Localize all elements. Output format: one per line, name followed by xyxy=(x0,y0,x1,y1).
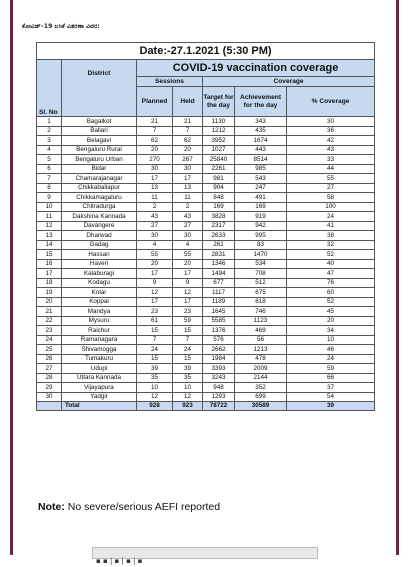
total-label: Total xyxy=(62,402,137,411)
cell-target: 2831 xyxy=(203,250,235,260)
cell-district: Yadgir xyxy=(62,392,137,402)
cell-slno: 15 xyxy=(37,250,62,260)
cell-pct: 47 xyxy=(287,269,375,279)
cell-district: Ramanagara xyxy=(62,335,137,345)
cell-planned: 12 xyxy=(137,392,173,402)
table-row xyxy=(37,373,375,383)
cell-slno: 25 xyxy=(37,345,62,355)
cell-slno: 7 xyxy=(37,174,62,184)
cell-target: 1645 xyxy=(203,307,235,317)
table-row xyxy=(37,231,375,241)
cell-pct: 46 xyxy=(287,345,375,355)
cell-district: Kodagu xyxy=(62,278,137,288)
total-achievement: 30589 xyxy=(235,402,287,411)
cell-planned: 43 xyxy=(137,212,173,222)
cell-pct: 59 xyxy=(287,364,375,374)
cell-held: 10 xyxy=(173,383,203,393)
cell-held: 12 xyxy=(173,392,203,402)
cell-planned: 20 xyxy=(137,259,173,269)
cell-pct: 44 xyxy=(287,164,375,174)
cell-held: 23 xyxy=(173,307,203,317)
cell-pct: 34 xyxy=(287,326,375,336)
table-row xyxy=(37,240,375,250)
cell-achievement: 343 xyxy=(235,117,287,127)
cell-pct: 52 xyxy=(287,250,375,260)
cell-held: 12 xyxy=(173,288,203,298)
table-body xyxy=(37,117,375,402)
cell-target: 3243 xyxy=(203,373,235,383)
cell-slno: 1 xyxy=(37,117,62,127)
date-title: Date:-27.1.2021 (5:30 PM) xyxy=(37,43,375,60)
cell-slno: 8 xyxy=(37,183,62,193)
cell-slno: 22 xyxy=(37,316,62,326)
cell-achievement: 512 xyxy=(235,278,287,288)
cell-slno: 28 xyxy=(37,373,62,383)
cell-district: Haveri xyxy=(62,259,137,269)
cell-slno: 12 xyxy=(37,221,62,231)
kannada-heading: ಕೋವಿಡ್‌–19 ಲಸಿಕೆ ವಿತರಣಾ ವಿವರ: xyxy=(22,23,100,30)
slno-header: Sl. No xyxy=(37,60,62,117)
table-row xyxy=(37,354,375,364)
cell-held: 267 xyxy=(173,155,203,165)
cell-slno: 2 xyxy=(37,126,62,136)
cell-achievement: 2009 xyxy=(235,364,287,374)
cell-target: 3828 xyxy=(203,212,235,222)
cell-achievement: 708 xyxy=(235,269,287,279)
footer-image-strip xyxy=(92,547,318,565)
cell-pct: 32 xyxy=(287,240,375,250)
cell-pct: 24 xyxy=(287,212,375,222)
table-row xyxy=(37,383,375,393)
cell-target: 2633 xyxy=(203,231,235,241)
cell-planned: 61 xyxy=(137,316,173,326)
cell-held: 62 xyxy=(173,136,203,146)
cell-target: 3952 xyxy=(203,136,235,146)
cell-planned: 11 xyxy=(137,193,173,203)
cell-held: 39 xyxy=(173,364,203,374)
target-header: Target for the day xyxy=(203,87,235,117)
cell-target: 261 xyxy=(203,240,235,250)
cell-pct: 45 xyxy=(287,307,375,317)
cell-target: 1117 xyxy=(203,288,235,298)
table-row xyxy=(37,193,375,203)
cell-pct: 60 xyxy=(287,288,375,298)
cell-planned: 2 xyxy=(137,202,173,212)
cell-district: Uttara Kannada xyxy=(62,373,137,383)
cell-pct: 66 xyxy=(287,373,375,383)
cell-district: Chikkaballapur xyxy=(62,183,137,193)
cell-slno: 13 xyxy=(37,231,62,241)
cell-pct: 10 xyxy=(287,335,375,345)
note-text: No severe/serious AEFI reported xyxy=(64,501,221,513)
cell-held: 15 xyxy=(173,354,203,364)
achievement-header: Achievement for the day xyxy=(235,87,287,117)
cell-district: Chitradurga xyxy=(62,202,137,212)
cell-pct: 55 xyxy=(287,174,375,184)
cell-held: 20 xyxy=(173,259,203,269)
cell-target: 1346 xyxy=(203,259,235,269)
cell-target: 848 xyxy=(203,193,235,203)
table-row xyxy=(37,297,375,307)
cell-held: 17 xyxy=(173,269,203,279)
sessions-header: Sessions xyxy=(137,77,203,87)
cell-achievement: 618 xyxy=(235,297,287,307)
table-row xyxy=(37,392,375,402)
cell-pct: 43 xyxy=(287,145,375,155)
cell-pct: 33 xyxy=(287,155,375,165)
cell-district: Ballari xyxy=(62,126,137,136)
cell-planned: 23 xyxy=(137,307,173,317)
cell-target: 5585 xyxy=(203,316,235,326)
table-row xyxy=(37,221,375,231)
cell-slno: 9 xyxy=(37,193,62,203)
district-header: District xyxy=(62,60,137,117)
cell-planned: 17 xyxy=(137,297,173,307)
cell-target: 904 xyxy=(203,183,235,193)
coverage-header: Coverage xyxy=(203,77,375,87)
cell-held: 7 xyxy=(173,335,203,345)
cell-planned: 12 xyxy=(137,288,173,298)
cell-target: 677 xyxy=(203,278,235,288)
table-row xyxy=(37,174,375,184)
cell-pct: 20 xyxy=(287,316,375,326)
cell-held: 43 xyxy=(173,212,203,222)
cell-pct: 41 xyxy=(287,221,375,231)
cell-district: Bidar xyxy=(62,164,137,174)
cell-planned: 30 xyxy=(137,164,173,174)
cell-achievement: 2144 xyxy=(235,373,287,383)
cell-target: 3393 xyxy=(203,364,235,374)
cell-achievement: 478 xyxy=(235,354,287,364)
cell-pct: 36 xyxy=(287,126,375,136)
cell-planned: 21 xyxy=(137,117,173,127)
cell-held: 9 xyxy=(173,278,203,288)
cell-planned: 17 xyxy=(137,174,173,184)
cell-planned: 62 xyxy=(137,136,173,146)
table-row xyxy=(37,316,375,326)
cell-district: Chikkamagaluru xyxy=(62,193,137,203)
cell-target: 169 xyxy=(203,202,235,212)
cell-achievement: 443 xyxy=(235,145,287,155)
cell-achievement: 942 xyxy=(235,221,287,231)
cell-district: Gadag xyxy=(62,240,137,250)
cell-pct: 30 xyxy=(287,117,375,127)
cell-target: 1494 xyxy=(203,269,235,279)
cell-target: 2317 xyxy=(203,221,235,231)
total-held: 923 xyxy=(173,402,203,411)
table-row xyxy=(37,335,375,345)
cell-achievement: 919 xyxy=(235,212,287,222)
total-slno xyxy=(37,402,62,411)
cell-district: Chamarajanagar xyxy=(62,174,137,184)
vaccination-table xyxy=(36,42,375,411)
table-row xyxy=(37,307,375,317)
cell-planned: 15 xyxy=(137,326,173,336)
cell-held: 17 xyxy=(173,297,203,307)
coverage-title: COVID-19 vaccination coverage xyxy=(137,60,375,77)
cell-achievement: 247 xyxy=(235,183,287,193)
cell-held: 17 xyxy=(173,174,203,184)
cell-slno: 16 xyxy=(37,259,62,269)
cell-held: 30 xyxy=(173,164,203,174)
cell-pct: 76 xyxy=(287,278,375,288)
cell-district: Mysuru xyxy=(62,316,137,326)
total-pct: 39 xyxy=(287,402,375,411)
cell-target: 2261 xyxy=(203,164,235,174)
pct-coverage-header: % Coverage xyxy=(287,87,375,117)
cell-achievement: 491 xyxy=(235,193,287,203)
page-border-left xyxy=(10,0,13,555)
cell-slno: 14 xyxy=(37,240,62,250)
cell-district: Udupi xyxy=(62,364,137,374)
cell-achievement: 543 xyxy=(235,174,287,184)
cell-achievement: 1123 xyxy=(235,316,287,326)
table-row xyxy=(37,278,375,288)
page-border-right xyxy=(396,0,399,555)
cell-achievement: 8514 xyxy=(235,155,287,165)
table-row xyxy=(37,183,375,193)
cell-held: 35 xyxy=(173,373,203,383)
cell-slno: 18 xyxy=(37,278,62,288)
table-row xyxy=(37,202,375,212)
cell-slno: 23 xyxy=(37,326,62,336)
total-row xyxy=(37,402,375,411)
cell-achievement: 995 xyxy=(235,231,287,241)
table-row xyxy=(37,212,375,222)
table-row xyxy=(37,345,375,355)
cell-held: 20 xyxy=(173,145,203,155)
total-target: 78722 xyxy=(203,402,235,411)
table-row xyxy=(37,250,375,260)
note xyxy=(38,501,220,513)
cell-held: 13 xyxy=(173,183,203,193)
cell-achievement: 746 xyxy=(235,307,287,317)
cell-achievement: 534 xyxy=(235,259,287,269)
cell-achievement: 56 xyxy=(235,335,287,345)
cell-target: 25840 xyxy=(203,155,235,165)
cell-slno: 30 xyxy=(37,392,62,402)
cell-target: 948 xyxy=(203,383,235,393)
cell-target: 1189 xyxy=(203,297,235,307)
cell-district: Davangere xyxy=(62,221,137,231)
table-row xyxy=(37,117,375,127)
cell-slno: 5 xyxy=(37,155,62,165)
cell-slno: 6 xyxy=(37,164,62,174)
table-row xyxy=(37,126,375,136)
cell-district: Tumakuru xyxy=(62,354,137,364)
cell-target: 1293 xyxy=(203,392,235,402)
planned-header: Planned xyxy=(137,87,173,117)
cell-slno: 10 xyxy=(37,202,62,212)
cell-slno: 29 xyxy=(37,383,62,393)
footer-glyph-icon: ▪ ▪ | ▪ | ▪ | ▪ xyxy=(96,557,143,565)
cell-held: 7 xyxy=(173,126,203,136)
cell-pct: 58 xyxy=(287,193,375,203)
cell-achievement: 985 xyxy=(235,164,287,174)
cell-achievement: 83 xyxy=(235,240,287,250)
cell-pct: 52 xyxy=(287,297,375,307)
cell-held: 30 xyxy=(173,231,203,241)
cell-district: Belagavi xyxy=(62,136,137,146)
cell-held: 4 xyxy=(173,240,203,250)
cell-planned: 10 xyxy=(137,383,173,393)
total-planned: 928 xyxy=(137,402,173,411)
cell-planned: 17 xyxy=(137,269,173,279)
cell-district: Bengaluru Urban xyxy=(62,155,137,165)
cell-held: 11 xyxy=(173,193,203,203)
cell-pct: 40 xyxy=(287,259,375,269)
cell-district: Bengaluru Rural xyxy=(62,145,137,155)
cell-slno: 27 xyxy=(37,364,62,374)
cell-district: Dharwad xyxy=(62,231,137,241)
cell-slno: 4 xyxy=(37,145,62,155)
cell-held: 59 xyxy=(173,316,203,326)
cell-pct: 27 xyxy=(287,183,375,193)
cell-planned: 27 xyxy=(137,221,173,231)
cell-slno: 17 xyxy=(37,269,62,279)
cell-held: 2 xyxy=(173,202,203,212)
cell-district: Shivamogga xyxy=(62,345,137,355)
held-header: Held xyxy=(173,87,203,117)
cell-pct: 37 xyxy=(287,383,375,393)
table-row xyxy=(37,259,375,269)
cell-planned: 7 xyxy=(137,126,173,136)
cell-planned: 7 xyxy=(137,335,173,345)
cell-target: 1027 xyxy=(203,145,235,155)
cell-target: 2662 xyxy=(203,345,235,355)
cell-held: 55 xyxy=(173,250,203,260)
cell-district: Hassan xyxy=(62,250,137,260)
cell-district: Koppal xyxy=(62,297,137,307)
cell-target: 1376 xyxy=(203,326,235,336)
cell-planned: 55 xyxy=(137,250,173,260)
cell-planned: 13 xyxy=(137,183,173,193)
cell-planned: 9 xyxy=(137,278,173,288)
cell-achievement: 1470 xyxy=(235,250,287,260)
cell-target: 1984 xyxy=(203,354,235,364)
table-row xyxy=(37,326,375,336)
cell-planned: 35 xyxy=(137,373,173,383)
vaccination-table-container xyxy=(36,42,374,411)
table-row xyxy=(37,269,375,279)
cell-achievement: 699 xyxy=(235,392,287,402)
cell-district: Dakshina Kannada xyxy=(62,212,137,222)
cell-pct: 38 xyxy=(287,231,375,241)
cell-target: 1212 xyxy=(203,126,235,136)
cell-district: Raichur xyxy=(62,326,137,336)
cell-slno: 19 xyxy=(37,288,62,298)
table-row xyxy=(37,155,375,165)
cell-achievement: 435 xyxy=(235,126,287,136)
note-label: Note: xyxy=(38,501,65,513)
table-row xyxy=(37,136,375,146)
table-row xyxy=(37,145,375,155)
cell-slno: 21 xyxy=(37,307,62,317)
cell-district: Kolar xyxy=(62,288,137,298)
table-row xyxy=(37,288,375,298)
cell-target: 981 xyxy=(203,174,235,184)
cell-held: 21 xyxy=(173,117,203,127)
cell-achievement: 469 xyxy=(235,326,287,336)
cell-planned: 270 xyxy=(137,155,173,165)
cell-planned: 30 xyxy=(137,231,173,241)
cell-held: 24 xyxy=(173,345,203,355)
table-row xyxy=(37,164,375,174)
cell-slno: 11 xyxy=(37,212,62,222)
cell-district: Bagalkot xyxy=(62,117,137,127)
cell-slno: 3 xyxy=(37,136,62,146)
cell-planned: 39 xyxy=(137,364,173,374)
cell-held: 27 xyxy=(173,221,203,231)
cell-achievement: 1674 xyxy=(235,136,287,146)
cell-planned: 24 xyxy=(137,345,173,355)
cell-target: 576 xyxy=(203,335,235,345)
cell-district: Vijayapura xyxy=(62,383,137,393)
cell-pct: 24 xyxy=(287,354,375,364)
cell-planned: 4 xyxy=(137,240,173,250)
cell-pct: 54 xyxy=(287,392,375,402)
cell-achievement: 675 xyxy=(235,288,287,298)
cell-district: Kalaburagi xyxy=(62,269,137,279)
table-row xyxy=(37,364,375,374)
cell-pct: 42 xyxy=(287,136,375,146)
cell-planned: 20 xyxy=(137,145,173,155)
cell-planned: 15 xyxy=(137,354,173,364)
cell-achievement: 352 xyxy=(235,383,287,393)
cell-held: 15 xyxy=(173,326,203,336)
cell-pct: 100 xyxy=(287,202,375,212)
cell-slno: 24 xyxy=(37,335,62,345)
cell-achievement: 169 xyxy=(235,202,287,212)
cell-district: Mandya xyxy=(62,307,137,317)
cell-slno: 20 xyxy=(37,297,62,307)
cell-target: 1130 xyxy=(203,117,235,127)
cell-slno: 26 xyxy=(37,354,62,364)
cell-achievement: 1213 xyxy=(235,345,287,355)
